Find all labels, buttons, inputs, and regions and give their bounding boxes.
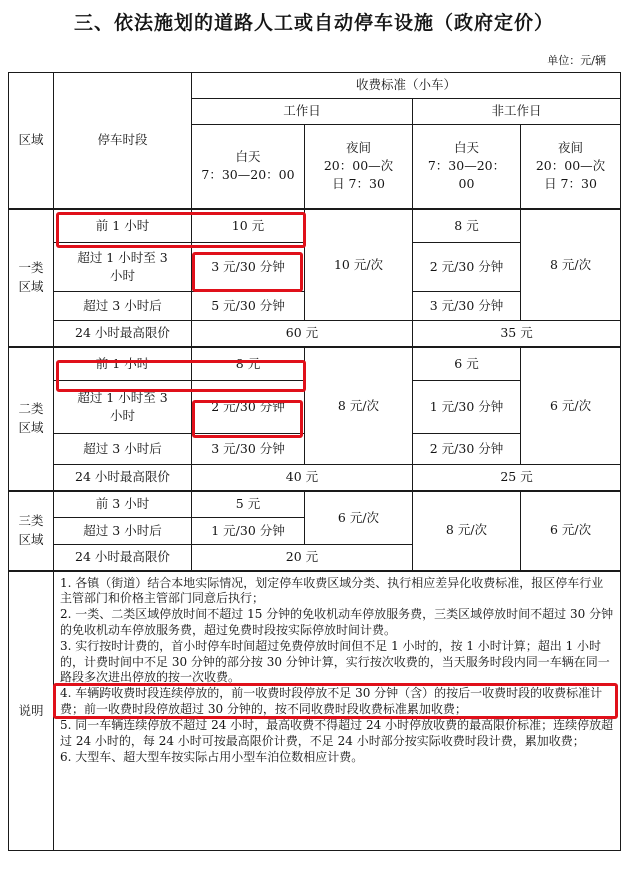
zone2-1to3-period-1: 超过 1 小时至 3 (77, 389, 168, 405)
note-item: 4. 车辆跨收费时段连续停放的，前一收费时段停放不足 30 分钟（含）的按后一收费时段的收费标准计费；前一收费时段停放超过 30 分钟的，按不同收费时段收费标准累加收费； (60, 686, 603, 717)
zone2-max-work: 40 元 (192, 465, 413, 491)
zone1-max-nw: 35 元 (413, 321, 621, 347)
zone1-night: 10 元/次 (305, 209, 413, 321)
zone2-nw-night: 6 元/次 (521, 347, 621, 465)
zone3-name-1: 三类 (18, 513, 44, 529)
zone2-first-hour-period: 前 1 小时 (54, 347, 192, 381)
header-night (305, 125, 413, 209)
zone2-max-label: 24 小时最高限价 (54, 465, 192, 491)
note-item: 5. 同一车辆连续停放不超过 24 小时，最高收费不得超过 24 小时停放收费的最高限价标准；连续停放超过 24 小时的，每 24 小时可按最高限价计费，不足 24 小时部分按实际收费时段计费，累加收费； (60, 717, 614, 748)
zone3-first3-day: 5 元 (192, 491, 305, 518)
zone3-max-label: 24 小时最高限价 (54, 545, 192, 571)
note-item: 1. 各镇（街道）结合本地实际情况，划定停车收费区域分类、执行相应差异化收费标准，报区停车行业主管部门和价格主管部门同意后执行； (60, 575, 604, 606)
header-period: 停车时段 (54, 73, 192, 209)
zone2-max-nw: 25 元 (413, 465, 621, 491)
page-title: 三、依法施划的道路人工或自动停车设施（政府定价） (73, 12, 554, 34)
zone1-over3-nw: 3 元/30 分钟 (413, 292, 521, 321)
zone1-first-hour-nw: 8 元 (413, 209, 521, 243)
header-day (192, 125, 305, 209)
zone3-nw-night: 6 元/次 (521, 491, 621, 571)
zone2-night: 8 元/次 (305, 347, 413, 465)
zone2-name (9, 347, 54, 491)
notes-body (54, 571, 621, 851)
zone2-first-hour-nw: 6 元 (413, 347, 521, 381)
header-night-time-2: 日 7：30 (332, 176, 385, 192)
zone2-name-1: 二类 (18, 401, 44, 417)
header-nonworkday: 非工作日 (413, 99, 621, 125)
zone1-name (9, 209, 54, 347)
zone2-1to3-day: 2 元/30 分钟 (192, 381, 305, 434)
zone2-1to3-period-2: 小时 (109, 408, 135, 423)
zone1-name-2: 区域 (18, 278, 44, 294)
zone2-over3-period: 超过 3 小时后 (54, 434, 192, 465)
zone2-name-2: 区域 (18, 419, 44, 435)
zone3-first3-period: 前 3 小时 (54, 491, 192, 518)
header-nw-day (413, 125, 521, 209)
zone1-1to3-period (54, 243, 192, 292)
zone2-over3-nw: 2 元/30 分钟 (413, 434, 521, 465)
zone1-first-hour-day: 10 元 (192, 209, 305, 243)
zone1-1to3-day: 3 元/30 分钟 (192, 243, 305, 292)
header-nw-night-time-1: 20：00—次 (535, 158, 606, 174)
header-area: 区域 (9, 73, 54, 209)
note-item: 2. 一类、二类区域停放时间不超过 15 分钟的免收机动车停放服务费，三类区域停放时间不超过 30 分钟的免收机动车停放服务费，超过免费时段按实际停放时间计费。 (60, 607, 614, 637)
header-nw-day-time-1: 7：30—20： (427, 158, 506, 174)
header-day-label: 白天 (235, 149, 261, 165)
note-item: 6. 大型车、超大型车按实际占用小型车泊位数相应计费。 (60, 749, 364, 764)
header-day-time: 7：30—20：00 (201, 167, 295, 183)
zone2-first-hour-day: 8 元 (192, 347, 305, 381)
zone3-name-2: 区域 (18, 531, 44, 547)
header-nw-night-label: 夜间 (558, 140, 584, 156)
header-night-label: 夜间 (345, 140, 371, 156)
zone1-1to3-nw: 2 元/30 分钟 (413, 243, 521, 292)
zone2-over3-day: 3 元/30 分钟 (192, 434, 305, 465)
zone3-name (9, 491, 54, 571)
zone1-1to3-period-1: 超过 1 小时至 3 (77, 249, 168, 265)
zone1-max-label: 24 小时最高限价 (54, 321, 192, 347)
zone3-max-work: 20 元 (192, 545, 413, 571)
header-standard: 收费标准（小车） (192, 73, 621, 99)
zone1-name-1: 一类 (18, 260, 44, 276)
zone1-over3-period: 超过 3 小时后 (54, 292, 192, 321)
header-nw-night (521, 125, 621, 209)
zone3-over3-day: 1 元/30 分钟 (192, 518, 305, 545)
note-item: 3. 实行按时计费的，首小时停车时间超过免费停放时间但不足 1 小时的，按 1 小时计算；超出 1 小时的，计费时间中不足 30 分钟的部分按 30 分钟计算，实行按次收费的，当天服务时段内同一车辆在同一路段多次进出停放的按一次收费。 (60, 638, 610, 685)
zone2-1to3-period (54, 381, 192, 434)
header-nw-day-time-2: 00 (458, 176, 475, 192)
header-workday: 工作日 (192, 99, 413, 125)
zone2-1to3-nw: 1 元/30 分钟 (413, 381, 521, 434)
header-nw-day-label: 白天 (453, 140, 479, 156)
header-night-time-1: 20：00—次 (323, 158, 394, 174)
header-nw-night-time-2: 日 7：30 (544, 176, 597, 192)
zone1-nw-night: 8 元/次 (521, 209, 621, 321)
zone3-night: 6 元/次 (305, 491, 413, 545)
zone3-over3-period: 超过 3 小时后 (54, 518, 192, 545)
zone3-nw-day: 8 元/次 (413, 491, 521, 571)
notes-label: 说明 (9, 571, 54, 851)
unit-label: 单位：元/辆 (547, 54, 606, 67)
zone1-max-work: 60 元 (192, 321, 413, 347)
zone1-1to3-period-2: 小时 (109, 268, 135, 283)
zone1-over3-day: 5 元/30 分钟 (192, 292, 305, 321)
fee-table (8, 72, 621, 851)
zone1-first-hour-period: 前 1 小时 (54, 209, 192, 243)
